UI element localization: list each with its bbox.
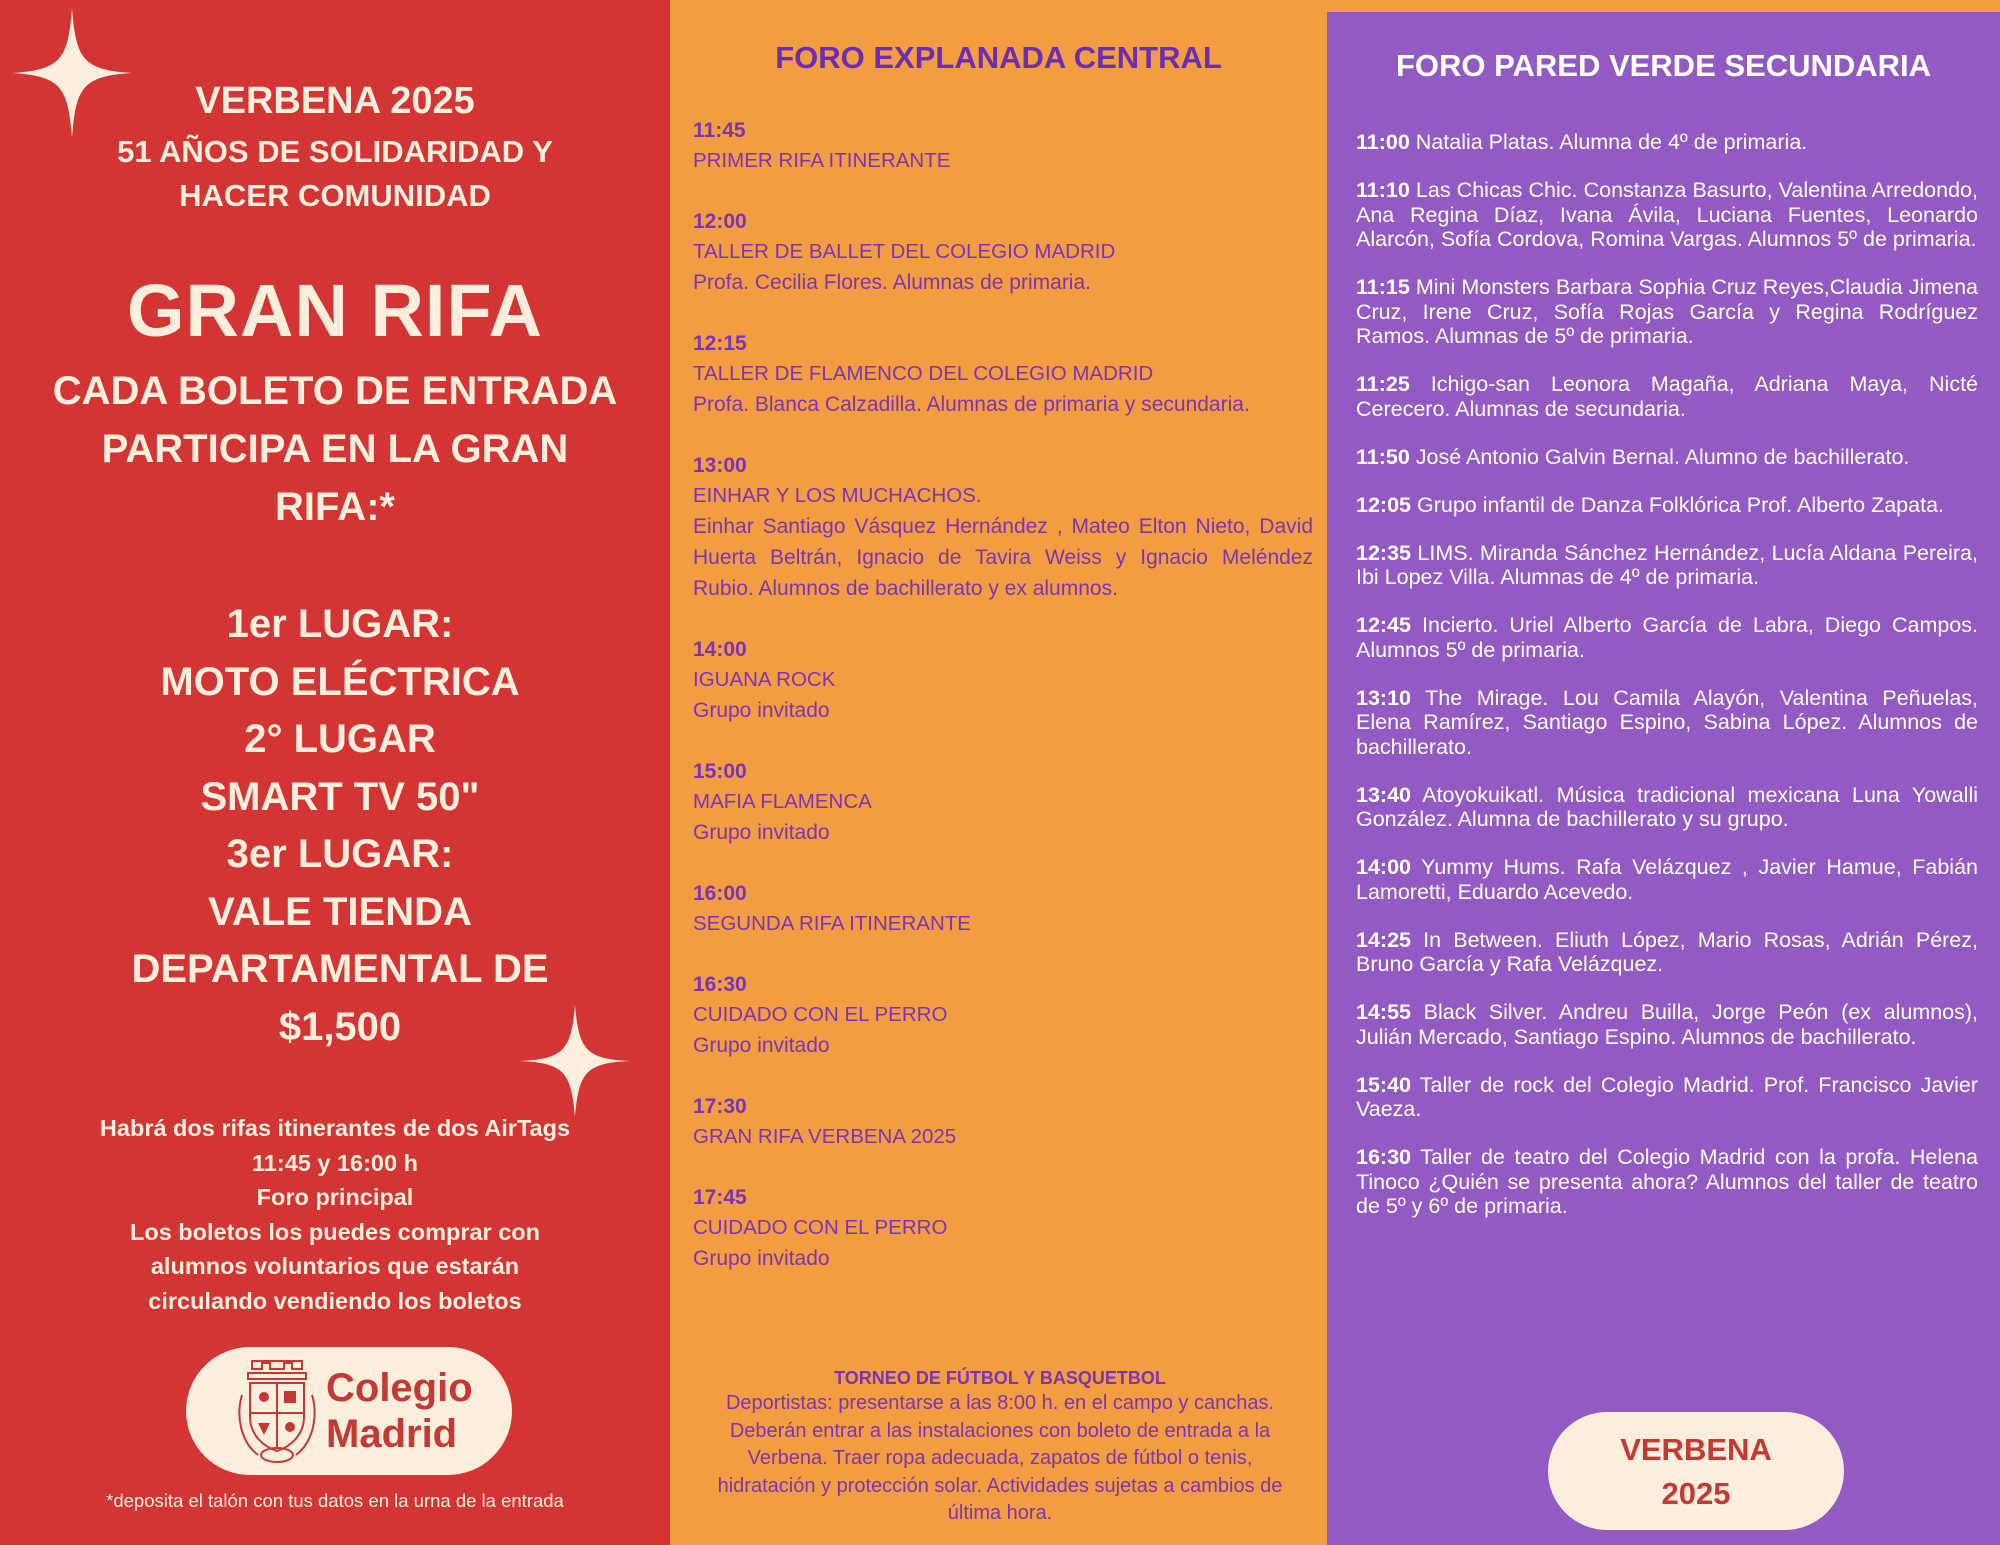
central-schedule — [693, 116, 1313, 1305]
gran-rifa-heading: GRAN RIFA — [127, 269, 543, 352]
schedule-act-detail: Profa. Cecilia Flores. Alumnas de primaria. — [693, 271, 1091, 294]
schedule-time: 16:00 — [693, 882, 747, 905]
schedule-act-detail: Natalia Platas. Alumna de 4º de primaria. — [1409, 130, 1808, 154]
event-subtitle: 51 AÑOS DE SOLIDARIDAD Y HACER COMUNIDAD — [117, 134, 553, 213]
schedule-time: 12:00 — [693, 210, 747, 233]
schedule-act-detail: José Antonio Galvin Bernal. Alumno de bachillerato. — [1409, 444, 1910, 469]
schedule-item — [1356, 130, 1978, 155]
tournament-note — [700, 1366, 1300, 1528]
prize-line: 2° LUGAR — [244, 717, 436, 761]
schedule-time: 11:50 — [1356, 444, 1410, 469]
schedule-time: 15:00 — [693, 760, 747, 783]
schedule-item — [693, 1092, 1313, 1152]
tournament-title: TORNEO DE FÚTBOL Y BASQUETBOL — [834, 1368, 1166, 1388]
schedule-act-detail: Incierto. Uriel Alberto García de Labra, Diego Campos. Alumnos 5º de primaria. — [1356, 613, 1978, 662]
schedule-time: 11:45 — [693, 119, 746, 142]
schedule-act-detail: Taller de rock del Colegio Madrid. Prof. Francisco Javier Vaeza. — [1356, 1072, 1978, 1121]
schedule-act-title: TALLER DE FLAMENCO DEL COLEGIO MADRID — [693, 362, 1154, 385]
logo-wordmark: Colegio Madrid — [326, 1366, 473, 1456]
pared-verde-schedule — [1356, 130, 1978, 1242]
schedule-item — [1356, 372, 1978, 421]
colegio-madrid-logo — [186, 1347, 512, 1475]
schedule-item — [1356, 783, 1978, 832]
schedule-item — [693, 116, 1313, 176]
schedule-item — [693, 879, 1313, 939]
schedule-item — [1356, 686, 1978, 760]
schedule-act-detail: Black Silver. Andreu Builla, Jorge Peón (ex alumnos), Julián Mercado, Santiago Espino. Alumnos de bachillerato. — [1356, 1000, 1978, 1049]
schedule-time: 11:15 — [1356, 275, 1410, 299]
schedule-time: 17:45 — [693, 1186, 747, 1209]
schedule-act-title: TALLER DE BALLET DEL COLEGIO MADRID — [693, 240, 1116, 263]
schedule-time: 13:10 — [1356, 685, 1411, 710]
prize-line: $1,500 — [278, 1004, 402, 1049]
schedule-act-detail: Mini Monsters Barbara Sophia Cruz Reyes,Claudia Jimena Cruz, Irene Cruz, Sofía Rojas García y Regina Rodríguez Ramos. Alumnas de 5º de primaria. — [1356, 275, 1978, 348]
schedule-item — [1356, 1073, 1978, 1122]
middle-panel — [670, 0, 1327, 1545]
schedule-item — [693, 635, 1313, 726]
schedule-act-detail: In Between. Eliuth López, Mario Rosas, Adrián Pérez, Bruno García y Rafa Velázquez. — [1356, 927, 1978, 976]
schedule-act-detail: Atoyokuikatl. Música tradicional mexicana Luna Yowalli González. Alumna de bachillerato y su grupo. — [1356, 782, 1978, 831]
schedule-item — [1356, 178, 1978, 252]
schedule-time: 12:15 — [693, 332, 747, 355]
schedule-act-detail: Einhar Santiago Vásquez Hernández , Mateo Elton Nieto, David Huerta Beltrán, Ignacio de Tavira Weiss y Ignacio Meléndez Rubio. Alumnos de bachillerato y ex alumnos. — [693, 515, 1313, 600]
schedule-time: 14:25 — [1356, 927, 1411, 952]
schedule-item — [693, 970, 1313, 1061]
schedule-act-detail: Taller de teatro del Colegio Madrid con la profa. Helena Tinoco ¿Quién se presenta ahora? Alumnos del taller de teatro de 5º y 6º de primaria. — [1356, 1145, 1978, 1218]
prize-line: 3er LUGAR: — [226, 832, 454, 876]
schedule-act-title: CUIDADO CON EL PERRO — [693, 1216, 948, 1239]
schedule-act-detail: Grupo invitado — [693, 821, 830, 844]
schedule-act-detail: Profa. Blanca Calzadilla. Alumnas de primaria y secundaria. — [693, 393, 1250, 416]
schedule-item — [1356, 541, 1978, 590]
schedule-time: 16:30 — [1356, 1145, 1411, 1169]
footnote: *deposita el talón con tus datos en la urna de la entrada — [106, 1490, 564, 1511]
schedule-item — [693, 329, 1313, 420]
schedule-act-title: PRIMER RIFA ITINERANTE — [693, 149, 951, 172]
schedule-act-detail: LIMS. Miranda Sánchez Hernández, Lucía Aldana Pereira, Ibi Lopez Villa. Alumnas de 4º de primaria. — [1356, 540, 1978, 589]
schedule-item — [693, 451, 1313, 604]
schedule-item — [1356, 928, 1978, 977]
schedule-act-title: GRAN RIFA VERBENA 2025 — [693, 1125, 957, 1148]
schedule-act-title: SEGUNDA RIFA ITINERANTE — [693, 912, 971, 935]
schedule-act-title: EINHAR Y LOS MUCHACHOS. — [693, 484, 982, 507]
prize-line: 1er LUGAR: — [226, 602, 454, 646]
schedule-time: 16:30 — [693, 973, 747, 996]
schedule-time: 14:00 — [693, 638, 747, 661]
schedule-time: 14:55 — [1356, 1000, 1411, 1024]
schedule-item — [693, 757, 1313, 848]
schedule-act-detail: Las Chicas Chic. Constanza Basurto, Valentina Arredondo, Ana Regina Díaz, Ivana Ávila, Luciana Fuentes, Leonardo Alarcón, Sofía Cordova, Romina Vargas. Alumnos 5º de primaria. — [1356, 178, 1978, 251]
schedule-act-detail: Grupo invitado — [693, 1247, 830, 1270]
verbena-badge: VERBENA 2025 — [1548, 1412, 1844, 1530]
stage-title-pared-verde: FORO PARED VERDE SECUNDARIA — [1395, 48, 1932, 83]
schedule-time: 11:25 — [1356, 372, 1410, 396]
schedule-act-detail: The Mirage. Lou Camila Alayón, Valentina Peñuelas, Elena Ramírez, Santiago Espino, Sabina López. Alumnos de bachillerato. — [1356, 685, 1978, 759]
raffle-description: CADA BOLETO DE ENTRADA PARTICIPA EN LA GRAN RIFA:* — [52, 369, 618, 529]
schedule-item — [1356, 445, 1978, 470]
schedule-time: 13:00 — [693, 454, 747, 477]
schedule-time: 12:05 — [1356, 492, 1411, 517]
schedule-item — [1356, 493, 1978, 518]
schedule-act-title: IGUANA ROCK — [693, 668, 836, 691]
schedule-act-detail: Ichigo-san Leonora Magaña, Adriana Maya, Nicté Cerecero. Alumnas de secundaria. — [1356, 372, 1978, 421]
schedule-time: 15:40 — [1356, 1072, 1411, 1097]
prize-list — [60, 596, 620, 1056]
prize-line: DEPARTAMENTAL DE — [131, 947, 549, 991]
prize-line: MOTO ELÉCTRICA — [160, 659, 520, 704]
school-crest-icon — [234, 1355, 320, 1467]
schedule-item — [1356, 613, 1978, 662]
schedule-act-detail: Grupo infantil de Danza Folklórica Prof. Alberto Zapata. — [1411, 492, 1944, 517]
schedule-item — [1356, 855, 1978, 904]
tournament-text: Deportistas: presentarse a las 8:00 h. en el campo y canchas. Deberán entrar a las instalaciones con boleto de entrada a la Verbena. Traer ropa adecuada, zapatos de fútbol o tenis, hidratación y protección solar. Actividades sujetas a cambios de última hora. — [717, 1392, 1283, 1524]
schedule-time: 13:40 — [1356, 782, 1411, 807]
right-panel — [1327, 0, 2000, 1545]
prize-line: SMART TV 50" — [200, 774, 480, 819]
prize-line: VALE TIENDA — [208, 889, 472, 934]
schedule-item — [693, 207, 1313, 298]
schedule-act-detail: Grupo invitado — [693, 1034, 830, 1057]
schedule-act-title: MAFIA FLAMENCA — [693, 790, 872, 813]
left-panel — [0, 0, 670, 1545]
stage-title-central: FORO EXPLANADA CENTRAL — [775, 40, 1222, 75]
schedule-item — [1356, 1000, 1978, 1049]
schedule-time: 11:00 — [1356, 130, 1410, 154]
schedule-act-detail: Grupo invitado — [693, 699, 830, 722]
schedule-time: 14:00 — [1356, 855, 1411, 879]
schedule-time: 11:10 — [1356, 178, 1410, 202]
schedule-act-detail: Yummy Hums. Rafa Velázquez , Javier Hamue, Fabián Lamoretti, Eduardo Acevedo. — [1356, 855, 1978, 904]
event-title: VERBENA 2025 — [195, 80, 475, 122]
raffle-info: Habrá dos rifas itinerantes de dos AirTags 11:45 y 16:00 h Foro principal Los boletos los puedes comprar con alumnos voluntarios que estarán circulando vendiendo los boletos — [99, 1115, 571, 1314]
schedule-time: 12:45 — [1356, 613, 1411, 637]
schedule-item — [693, 1183, 1313, 1274]
schedule-act-title: CUIDADO CON EL PERRO — [693, 1003, 948, 1026]
schedule-time: 17:30 — [693, 1095, 747, 1118]
schedule-time: 12:35 — [1356, 540, 1411, 565]
schedule-item — [1356, 1145, 1978, 1219]
schedule-item — [1356, 275, 1978, 349]
